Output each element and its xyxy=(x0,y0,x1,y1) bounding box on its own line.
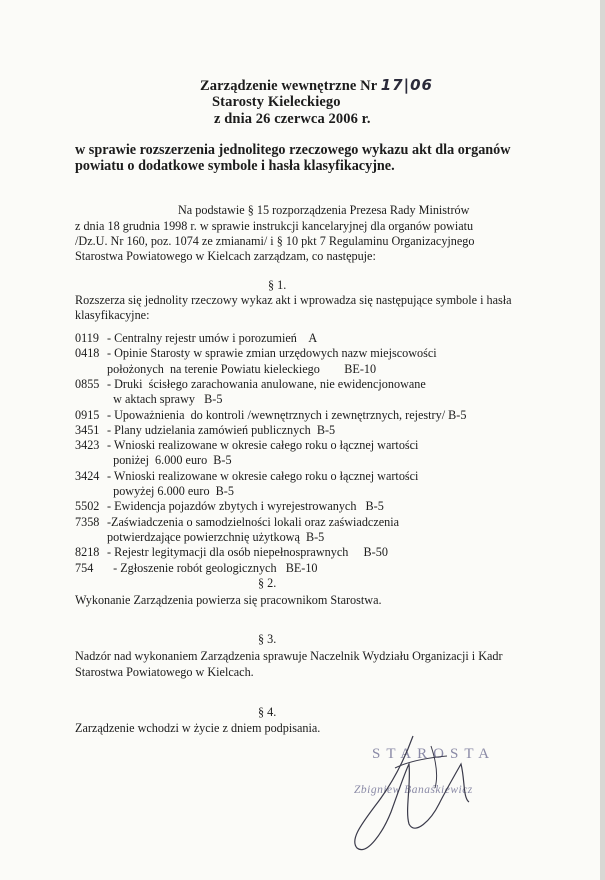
item-code: 754 xyxy=(75,561,94,575)
section-3-line-1: Nadzór nad wykonaniem Zarządzenia sprawuje Naczelnik Wydziału Organizacji i Kadr xyxy=(75,649,503,663)
preamble-line-4: Starostwa Powiatowego w Kielcach zarządzam, co następuje: xyxy=(75,249,376,263)
list-item xyxy=(75,346,437,361)
list-item-continuation xyxy=(75,530,324,545)
preamble-line-3: /Dz.U. Nr 160, poz. 1074 ze zmianami/ i § 10 pkt 7 Regulaminu Organizacyjnego xyxy=(75,234,475,248)
list-item xyxy=(75,545,388,560)
item-text: - Rejestr legitymacji dla osób niepełnosprawnych B-50 xyxy=(107,545,388,559)
list-item xyxy=(75,438,418,453)
item-code: 0418 xyxy=(75,346,100,360)
section-3-heading: § 3. xyxy=(258,632,277,646)
item-code: 0119 xyxy=(75,331,99,345)
list-item xyxy=(75,423,335,438)
subject-line-2: powiatu o dodatkowe symbole i hasła klasyfikacyjne. xyxy=(75,158,395,174)
document-date: z dnia 26 czerwca 2006 r. xyxy=(214,111,371,127)
stamp-title: STAROSTA xyxy=(372,746,496,762)
item-text: - Zgłoszenie robót geologicznych BE-10 xyxy=(107,561,318,575)
item-text: położonych na terenie Powiatu kieleckiego BE-10 xyxy=(107,362,377,376)
item-text: - Ewidencja pojazdów zbytych i wyrejestrowanych B-5 xyxy=(107,499,384,513)
item-text: powyżej 6.000 euro B-5 xyxy=(107,484,234,498)
scan-edge xyxy=(600,0,605,880)
list-item-continuation xyxy=(75,484,234,499)
item-code: 0915 xyxy=(75,408,100,422)
list-item xyxy=(75,515,399,530)
stamp-name: Zbigniew Banaśkiewicz xyxy=(354,784,473,796)
title-line-1: Zarządzenie wewnętrzne Nr xyxy=(200,78,377,94)
list-item xyxy=(75,377,426,392)
item-text: - Wnioski realizowane w okresie całego roku o łącznej wartości xyxy=(107,438,419,452)
item-code: 3423 xyxy=(75,438,100,452)
item-text: poniżej 6.000 euro B-5 xyxy=(107,453,232,467)
preamble-line-2: z dnia 18 grudnia 1998 r. w sprawie instrukcji kancelaryjnej dla organów powiatu xyxy=(75,219,474,233)
item-text: - Upoważnienia do kontroli /wewnętrznych i zewnętrznych, rejestry/ B-5 xyxy=(107,408,467,422)
item-text: w aktach sprawy B-5 xyxy=(107,392,223,406)
section-1-intro-line-2: klasyfikacyjne: xyxy=(75,308,150,322)
item-code: 3424 xyxy=(75,469,100,483)
list-item xyxy=(75,561,318,576)
item-text: - Centralny rejestr umów i porozumień A xyxy=(107,331,318,345)
item-code: 0855 xyxy=(75,377,100,391)
item-code: 8218 xyxy=(75,545,100,559)
item-code: 7358 xyxy=(75,515,100,529)
section-4-heading: § 4. xyxy=(258,705,277,719)
item-text: - Wnioski realizowane w okresie całego roku o łącznej wartości xyxy=(107,469,419,483)
list-item-continuation xyxy=(75,362,376,377)
item-text: - Plany udzielania zamówień publicznych B-5 xyxy=(107,423,336,437)
section-3-line-2: Starostwa Powiatowego w Kielcach. xyxy=(75,665,254,679)
item-text: - Druki ścisłego zarachowania anulowane, nie ewidencjonowane xyxy=(107,377,426,391)
issuer: Starosty Kieleckiego xyxy=(212,94,341,110)
item-code: 5502 xyxy=(75,499,100,513)
list-item xyxy=(75,469,418,484)
handwritten-number: 17|06 xyxy=(380,76,433,94)
item-text: - Opinie Starosty w sprawie zmian urzędowych nazw miejscowości xyxy=(107,346,437,360)
handwritten-signature xyxy=(335,728,505,858)
item-code: 3451 xyxy=(75,423,100,437)
list-item xyxy=(75,408,466,423)
subject-line-1: w sprawie rozszerzenia jednolitego rzeczowego wykazu akt dla organów xyxy=(75,142,511,158)
section-2-heading: § 2. xyxy=(258,576,277,590)
list-item-continuation xyxy=(75,392,222,407)
section-1-intro-line-1: Rozszerza się jednolity rzeczowy wykaz akt i wprowadza się następujące symbole i hasła xyxy=(75,293,512,307)
preamble-line-1: Na podstawie § 15 rozporządzenia Prezesa Rady Ministrów xyxy=(178,203,470,217)
list-item xyxy=(75,499,384,514)
item-text: -Zaświadczenia o samodzielności lokali oraz zaświadczenia xyxy=(107,515,400,529)
section-2-text: Wykonanie Zarządzenia powierza się pracownikom Starostwa. xyxy=(75,593,382,607)
section-1-heading: § 1. xyxy=(268,278,287,292)
document-title xyxy=(200,76,433,95)
item-text: potwierdzające powierzchnię użytkową B-5 xyxy=(107,530,325,544)
list-item-continuation xyxy=(75,453,232,468)
list-item xyxy=(75,331,317,346)
section-4-text: Zarządzenie wchodzi w życie z dniem podpisania. xyxy=(75,721,321,735)
